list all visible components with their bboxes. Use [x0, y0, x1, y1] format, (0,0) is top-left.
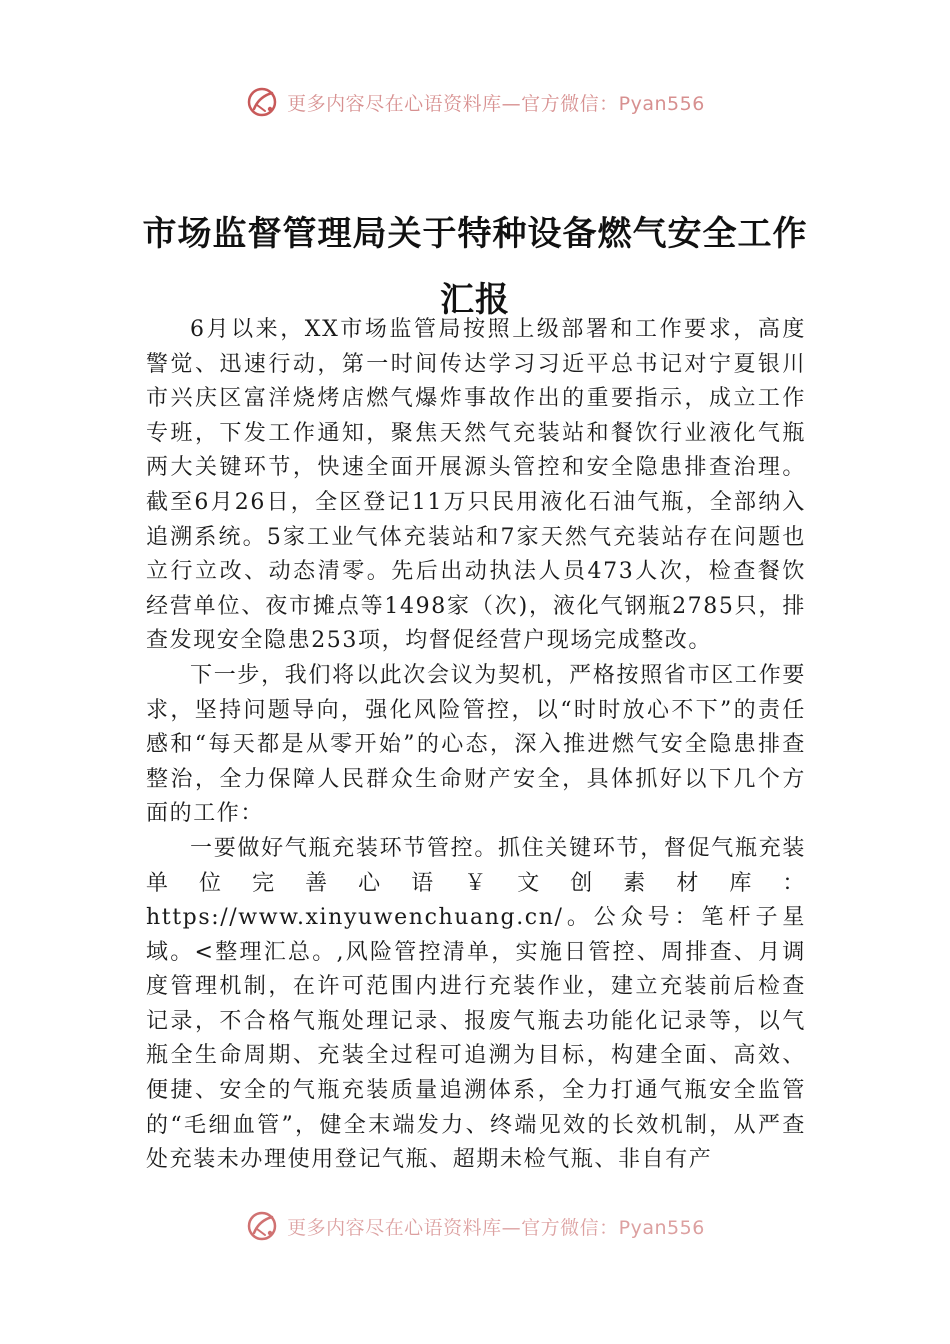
footer-watermark-banner — [0, 1206, 950, 1246]
footer-watermark-text: 更多内容尽在心语资料库—官方微信：Pyan556 — [287, 1216, 705, 1239]
body-paragraph-2: 下一步，我们将以此次会议为契机，严格按照省市区工作要求，坚持问题导向，强化风险管控，以“时时放心不下”的责任感和“每天都是从零开始”的心态，深入推进燃气安全隐患排查整治，全力保障人民群众生命财产安全，具体抓好以下几个方面的工作： — [146, 662, 806, 827]
body-paragraph-1: 6月以来，XX市场监管局按照上级部署和工作要求，高度警觉、迅速行动，第一时间传达学习习近平总书记对宁夏银川市兴庆区富洋烧烤店燃气爆炸事故作出的重要指示，成立工作专班，下发工作通知，聚焦天然气充装站和餐饮行业液化气瓶两大关键环节，快速全面开展源头管控和安全隐患排查治理。截至6月26日，全区登记11万只民用液化石油气瓶，全部纳入追溯系统。5家工业气体充装站和7家天然气充装站存在问题也立行立改、动态清零。先后出动执法人员473人次，检查餐饮经营单位、夜市摊点等1498家（次)，液化气钢瓶2785只，排查发现安全隐患253项，均督促经营户现场完成整改。 — [146, 317, 806, 654]
brand-logo-icon — [245, 1209, 279, 1243]
document-title: 市场监督管理局关于特种设备燃气安全工作汇报 — [142, 213, 808, 320]
brand-logo-icon — [245, 85, 279, 119]
header-watermark-banner — [0, 82, 950, 122]
document-body — [146, 313, 806, 1213]
header-watermark-text: 更多内容尽在心语资料库—官方微信：Pyan556 — [287, 92, 705, 115]
body-paragraph-3: 一要做好气瓶充装环节管控。抓住关键环节，督促气瓶充装单位完善心语￥文创素材库：https://www.xinyuwenchuang.cn/。公众号：笔杆子星域。<整理汇总。,风险管控清单，实施日管控、周排查、月调度管理机制，在许可范围内进行充装作业，建立充装前后检查记录，不合格气瓶处理记录、报废气瓶去功能化记录等，以气瓶全生命周期、充装全过程可追溯为目标，构建全面、高效、便捷、安全的气瓶充装质量追溯体系，全力打通气瓶安全监管的“毛细血管”，健全末端发力、终端见效的长效机制，从严查处充装未办理使用登记气瓶、超期未检气瓶、非自有产 — [146, 835, 806, 1173]
